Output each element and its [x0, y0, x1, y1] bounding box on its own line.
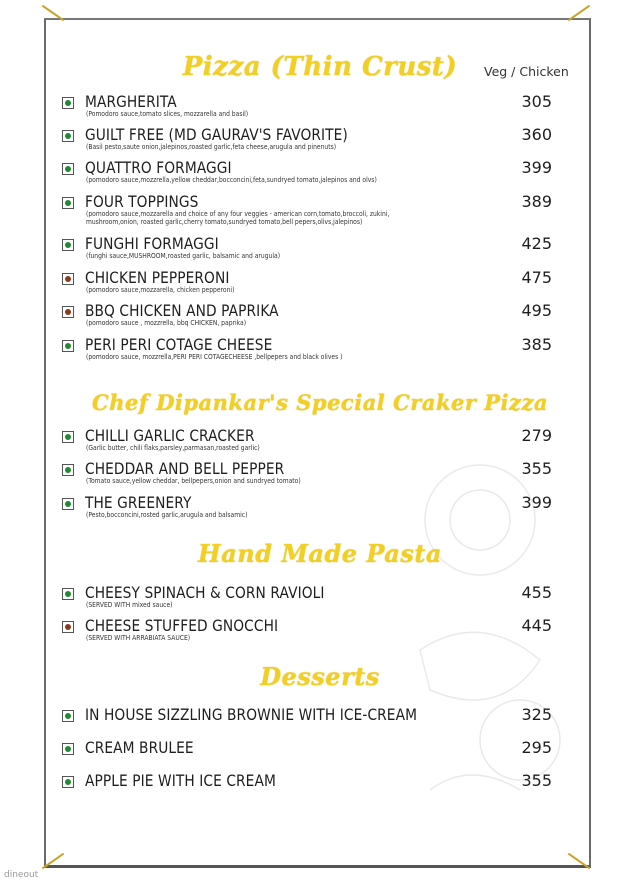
item-description: (pomodoro sauce,mozzrella,yellow cheddar,bocconcini,feta,sundryed tomato,jalepinos and olvs): [86, 176, 377, 184]
nonveg-marker-icon: [62, 273, 74, 285]
nonveg-marker-icon: [62, 621, 74, 633]
item-price: 295: [521, 738, 552, 757]
item-name: GUILT FREE (MD GAURAV'S FAVORITE): [85, 125, 348, 144]
veg-marker-icon: [62, 130, 74, 142]
item-price: 279: [521, 426, 552, 445]
item-price: 399: [521, 493, 552, 512]
veg-marker-icon: [62, 197, 74, 209]
item-name: FUNGHI FORMAGGI: [85, 234, 219, 253]
item-price: 455: [521, 583, 552, 602]
veg-marker-icon: [62, 588, 74, 600]
item-description: (SERVED WITH mixed sauce): [86, 601, 173, 609]
nonveg-marker-icon: [62, 306, 74, 318]
background-sketch: [400, 410, 600, 830]
item-name: PERI PERI COTAGE CHEESE: [85, 335, 273, 354]
item-description: (Pesto,bocconcini,rosted garlic,arugula and balsamic): [86, 511, 248, 519]
item-price: 445: [521, 616, 552, 635]
item-description: (pomodoro sauce, mozzrella,PERI PERI COTAGECHEESE ,bellpepers and black olives ): [86, 353, 343, 361]
veg-marker-icon: [62, 239, 74, 251]
item-price: 355: [521, 771, 552, 790]
item-price: 425: [521, 234, 552, 253]
item-price: 495: [521, 301, 552, 320]
section-title-pizza: Pizza (Thin Crust): [182, 52, 458, 82]
item-description: (Tomato sauce,yellow cheddar, bellpepers,onion and sundryed tomato): [86, 477, 301, 485]
item-name: BBQ CHICKEN AND PAPRIKA: [85, 301, 279, 320]
veg-marker-icon: [62, 340, 74, 352]
item-description: (pomodoro sauce,mozzarella and choice of any four veggies - american corn,tomato,broccoli, zukini, mushroom,onion, roasted garlic,cherry tomato,sundryed tomato,bell pepers,olivs,jalepinos): [86, 210, 390, 226]
veg-marker-icon: [62, 97, 74, 109]
veg-marker-icon: [62, 498, 74, 510]
veg-marker-icon: [62, 776, 74, 788]
item-name: APPLE PIE WITH ICE CREAM: [85, 771, 276, 790]
veg-marker-icon: [62, 743, 74, 755]
item-price: 385: [521, 335, 552, 354]
section-title-pasta: Hand Made Pasta: [198, 539, 442, 568]
item-description: (SERVED WITH ARRABIATA SAUCE): [86, 634, 191, 642]
veg-marker-icon: [62, 431, 74, 443]
item-description: (pomodoro sauce,mozzarella, chicken pepperoni): [86, 286, 235, 294]
item-description: (Basil pesto,saute onion,jalepinos,roasted garlic,feta cheese,arugula and pinenuts): [86, 143, 337, 151]
item-name: QUATTRO FORMAGGI: [85, 158, 232, 177]
section-title-desserts: Desserts: [260, 662, 380, 691]
item-price: 325: [521, 705, 552, 724]
item-name: CHICKEN PEPPERONI: [85, 268, 230, 287]
item-price: 360: [521, 125, 552, 144]
item-description: (funghi sauce,MUSHROOM,roasted garlic, balsamic and arugula): [86, 252, 281, 260]
item-description: (Pomodoro sauce,tomato slices, mozzarella and basil): [86, 110, 249, 118]
item-name: IN HOUSE SIZZLING BROWNIE WITH ICE-CREAM: [85, 705, 418, 724]
item-name: CHEDDAR AND BELL PEPPER: [85, 459, 285, 478]
item-price: 399: [521, 158, 552, 177]
item-price: 389: [521, 192, 552, 211]
veg-marker-icon: [62, 163, 74, 175]
veg-marker-icon: [62, 464, 74, 476]
section-title-cracker: Chef Dipankar's Special Craker Pizza: [92, 390, 548, 415]
item-name: CHILLI GARLIC CRACKER: [85, 426, 255, 445]
item-name: THE GREENERY: [85, 493, 192, 512]
item-name: CHEESE STUFFED GNOCCHI: [85, 616, 279, 635]
item-description: (Garlic butter, chili flaks,parsley,parmasan,roasted garlic): [86, 444, 260, 452]
item-name: MARGHERITA: [85, 92, 177, 111]
item-name: FOUR TOPPINGS: [85, 192, 199, 211]
item-price: 355: [521, 459, 552, 478]
item-description: (pomodoro sauce , mozzrella, bbq CHICKEN, paprika): [86, 319, 247, 327]
item-name: CHEESY SPINACH & CORN RAVIOLI: [85, 583, 325, 602]
veg-chicken-legend: Veg / Chicken: [484, 64, 569, 79]
item-name: CREAM BRULEE: [85, 738, 194, 757]
watermark: dineout: [4, 870, 39, 880]
item-price: 305: [521, 92, 552, 111]
veg-marker-icon: [62, 710, 74, 722]
item-price: 475: [521, 268, 552, 287]
